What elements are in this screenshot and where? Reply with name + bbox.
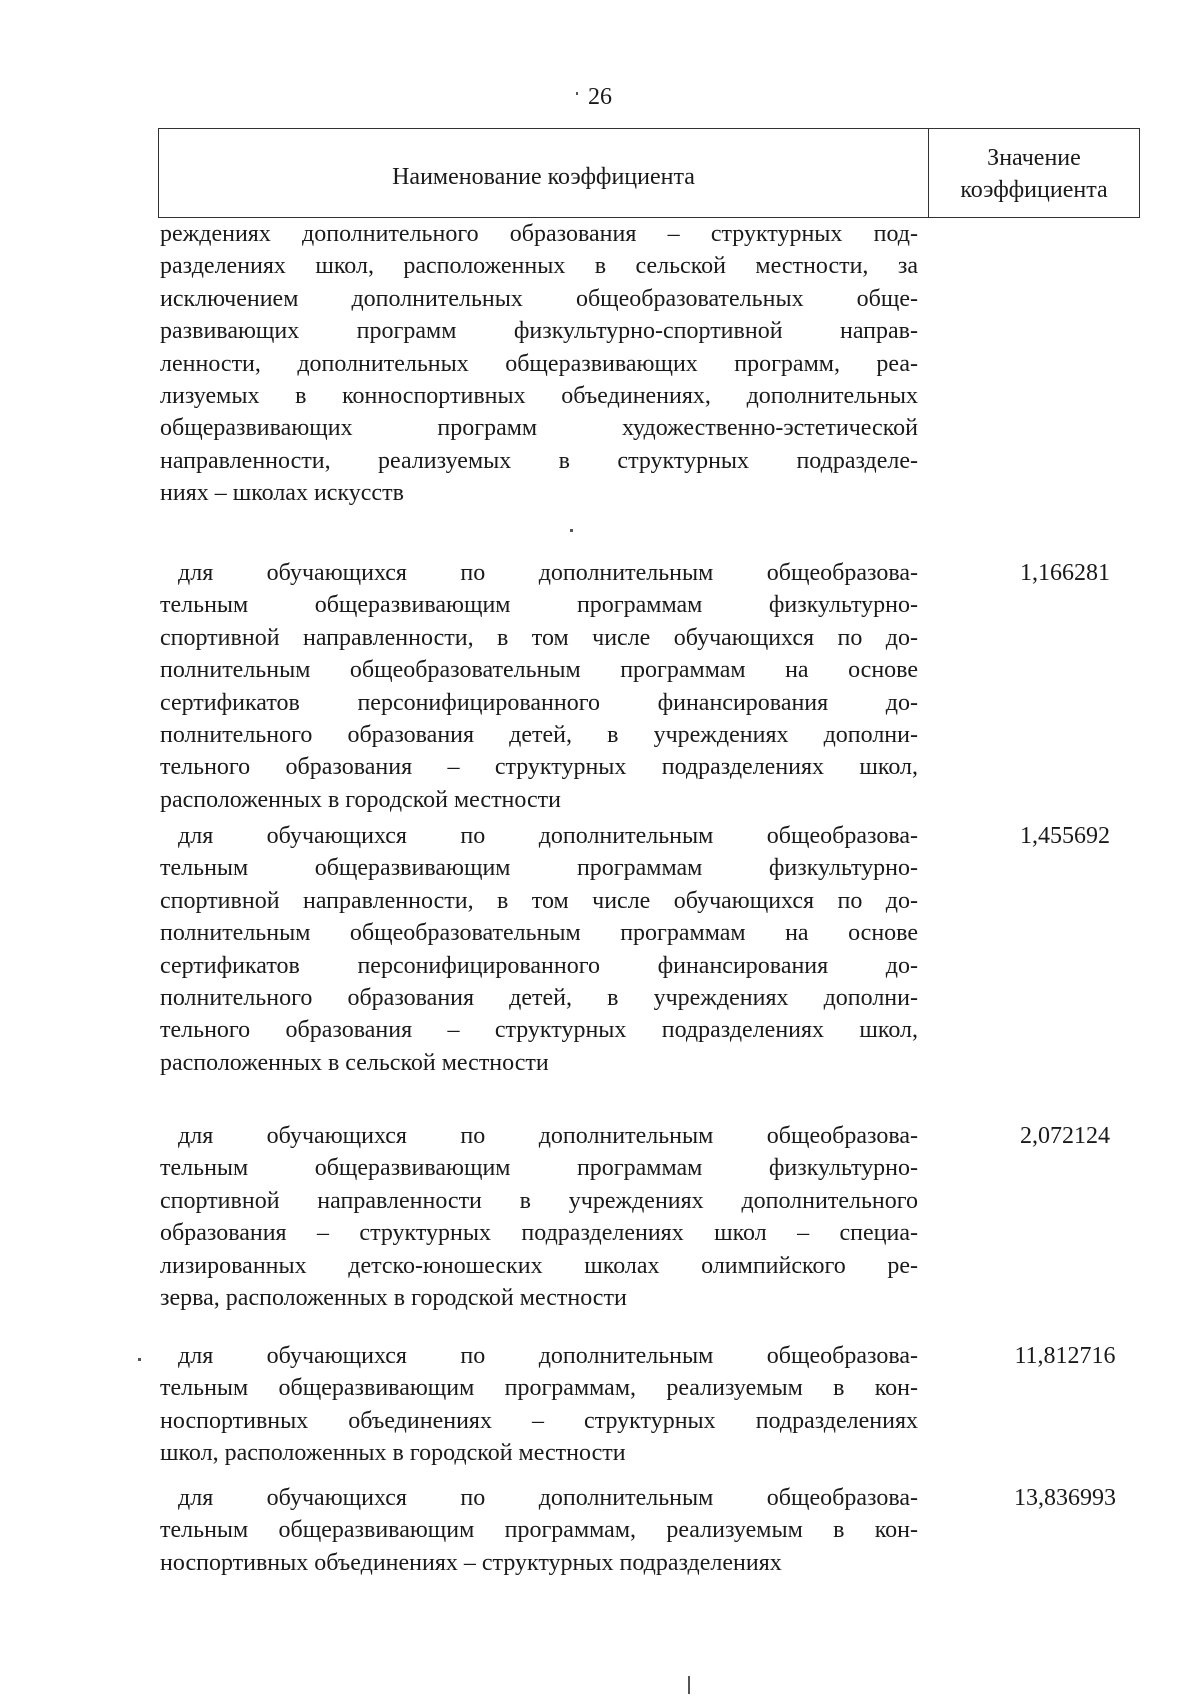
row-text-line: полнительным общеобразовательным программам на основе (160, 920, 918, 947)
table-row (160, 1120, 1150, 1314)
scan-speck (688, 1676, 690, 1694)
row-text-line: для обучающихся по дополнительным общеобразова- (178, 823, 918, 849)
column-header-name: Наименование коэффициента (159, 129, 929, 217)
row-description (160, 1340, 918, 1470)
row-description (160, 218, 918, 510)
table-header (158, 128, 1140, 218)
row-text-line: сертификатов персонифицированного финансирования до- (160, 689, 918, 716)
row-text-line: тельным общеразвивающим программам, реализуемым в кон- (160, 1517, 918, 1544)
row-text-line: расположенных в сельской местности (160, 1049, 549, 1076)
row-text-line: образования – структурных подразделениях школ – специа- (160, 1220, 918, 1247)
table-row (160, 557, 1150, 816)
row-text-line: носпортивных объединениях – структурных подразделениях (160, 1407, 918, 1434)
row-text-line: носпортивных объединениях – структурных подразделениях (160, 1549, 782, 1576)
row-value: 13,836993 (1014, 1485, 1116, 1511)
row-value: 1,166281 (1020, 560, 1110, 586)
table-row (160, 1482, 1150, 1579)
row-text-line: ниях – школах искусств (160, 480, 404, 507)
table-row (160, 820, 1150, 1079)
row-text-line: лизированных детско-юношеских школах олимпийского ре- (160, 1252, 918, 1279)
row-text-line: зерва, расположенных в городской местности (160, 1285, 627, 1312)
row-text-line: реждениях дополнительного образования – структурных под- (160, 221, 918, 247)
row-text-line: направленности, реализуемых в структурных подразделе- (160, 447, 918, 474)
page-number: 26 (588, 84, 612, 110)
row-value: 1,455692 (1020, 823, 1110, 849)
row-text-line: тельным общеразвивающим программам физкультурно- (160, 1155, 918, 1182)
row-text-line: тельного образования – структурных подразделениях школ, (160, 754, 918, 781)
row-text-line: школ, расположенных в городской местности (160, 1440, 626, 1467)
row-description (160, 1120, 918, 1314)
row-text-line: сертификатов персонифицированного финансирования до- (160, 952, 918, 979)
scan-speck (570, 529, 573, 532)
row-text-line: развивающих программ физкультурно-спортивной направ- (160, 318, 918, 345)
column-header-value-line1: Значение (987, 145, 1081, 171)
row-text-line: полнительного образования детей, в учреждениях дополни- (160, 985, 918, 1012)
row-description (160, 820, 918, 1079)
row-text-line: тельным общеразвивающим программам физкультурно- (160, 855, 918, 882)
scan-speck (138, 1358, 141, 1361)
row-text-line: тельного образования – структурных подразделениях школ, (160, 1017, 918, 1044)
table-row (160, 218, 1150, 510)
row-text-line: спортивной направленности в учреждениях дополнительного (160, 1187, 918, 1214)
row-text-line: спортивной направленности, в том числе обучающихся по до- (160, 624, 918, 651)
row-description (160, 557, 918, 816)
row-value: 11,812716 (1014, 1343, 1116, 1369)
row-text-line: спортивной направленности, в том числе обучающихся по до- (160, 887, 918, 914)
row-text-line: тельным общеразвивающим программам физкультурно- (160, 592, 918, 619)
row-text-line: лизуемых в конноспортивных объединениях, дополнительных (160, 383, 918, 410)
row-text-line: ленности, дополнительных общеразвивающих программ, реа- (160, 350, 918, 377)
column-header-value-line2: коэффициента (960, 177, 1108, 203)
row-text-line: для обучающихся по дополнительным общеобразова- (178, 1123, 918, 1149)
row-text-line: разделениях школ, расположенных в сельской местности, за (160, 253, 918, 280)
table-row (160, 1340, 1150, 1470)
row-value: 2,072124 (1020, 1123, 1110, 1149)
scan-speck (576, 92, 578, 95)
row-description (160, 1482, 918, 1579)
row-text-line: для обучающихся по дополнительным общеобразова- (178, 560, 918, 586)
row-text-line: полнительного образования детей, в учреждениях дополни- (160, 722, 918, 749)
row-text-line: общеразвивающих программ художественно-эстетической (160, 415, 918, 442)
row-text-line: для обучающихся по дополнительным общеобразова- (178, 1343, 918, 1369)
row-text-line: расположенных в городской местности (160, 786, 561, 813)
row-text-line: исключением дополнительных общеобразовательных обще- (160, 285, 918, 312)
row-text-line: полнительным общеобразовательным программам на основе (160, 657, 918, 684)
row-text-line: тельным общеразвивающим программам, реализуемым в кон- (160, 1375, 918, 1402)
column-header-value (929, 129, 1139, 217)
row-text-line: для обучающихся по дополнительным общеобразова- (178, 1485, 918, 1511)
